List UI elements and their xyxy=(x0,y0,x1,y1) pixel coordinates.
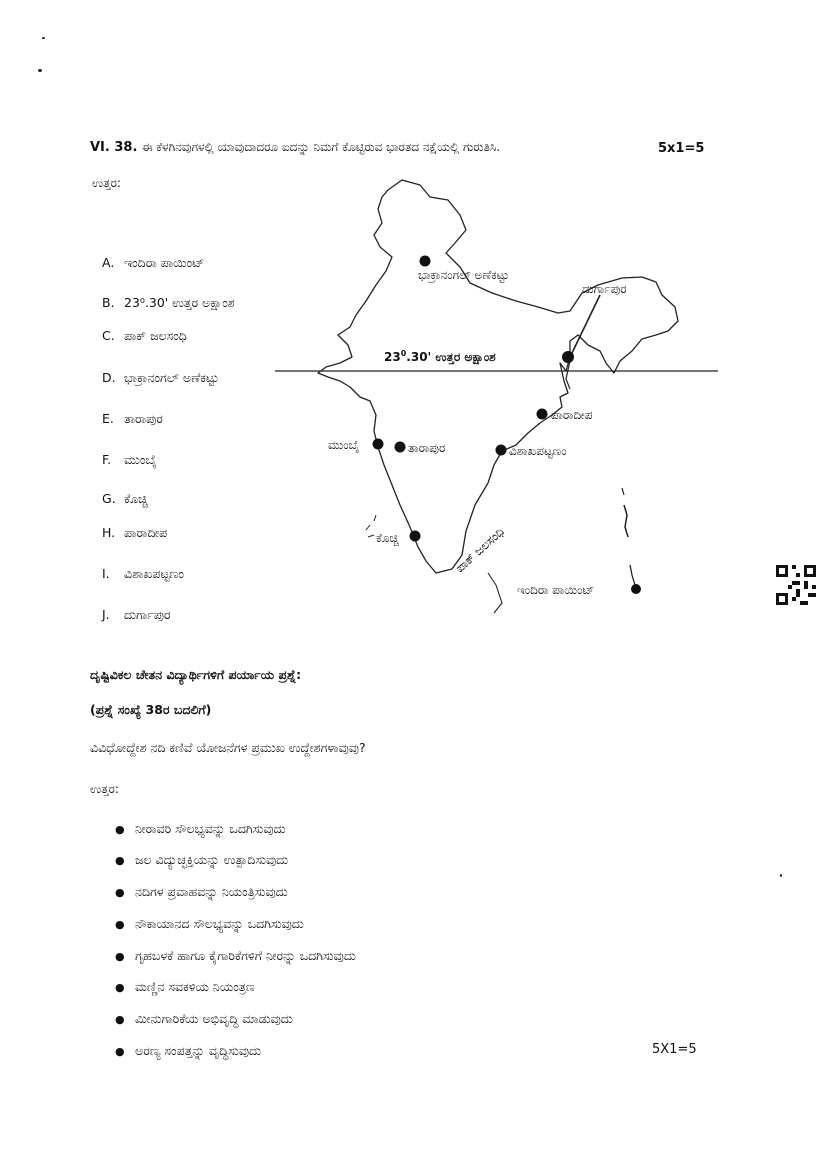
option-f: F. ಮುಂಬೈ xyxy=(102,452,157,467)
alternative-answer-label: ಉತ್ತರ: xyxy=(90,782,119,796)
india-outline xyxy=(318,180,678,576)
vizag-label: ವಿಶಾಖಪಟ್ಟಣಂ xyxy=(509,444,567,458)
bhakra-label: ಭಾಕ್ರಾನಂಗಲ್ ಅಣೆಕಟ್ಟು xyxy=(418,268,510,282)
kochi-marker xyxy=(410,531,421,542)
bullet-icon: ● xyxy=(115,950,125,963)
question-marks: 5x1=5 xyxy=(658,141,705,156)
option-b: B. 23⁰.30' ಉತ್ತರ ಅಕ್ಷಾಂಶ xyxy=(102,295,235,310)
paradip-marker xyxy=(537,409,548,420)
andaman-islands xyxy=(624,505,628,537)
bullet-icon: ● xyxy=(115,981,125,994)
question-heading xyxy=(90,140,500,155)
durgapur-marker xyxy=(562,351,574,363)
option-c: C. ಪಾಕ್ ಜಲಸಂಧಿ xyxy=(102,328,187,343)
indira-point-label: ಇಂದಿರಾ ಪಾಯಿಂಟ್ xyxy=(517,583,595,597)
vizag-marker xyxy=(496,445,507,456)
option-i: I. ವಿಶಾಖಪಟ್ಟಣಂ xyxy=(102,566,184,581)
answer-point: ● ಅರಣ್ಯ ಸಂಪತ್ತನ್ನು ವೃದ್ಧಿಸುವುದು xyxy=(115,1043,262,1058)
alternative-marks: 5X1=5 xyxy=(652,1042,697,1057)
qr-code xyxy=(776,565,816,605)
bullet-icon: ● xyxy=(115,854,125,867)
palk-strait-label: ಪಾಕ್ ಜಲಸಂಧಿ xyxy=(452,524,507,576)
answer-point: ● ಜಲ ವಿದ್ಯುಚ್ಛಕ್ತಿಯನ್ನು ಉತ್ಪಾದಿಸುವುದು xyxy=(115,852,289,867)
option-d: D. ಭಾಕ್ರಾನಂಗಲ್ ಅಣೆಕಟ್ಟು xyxy=(102,370,219,385)
bullet-icon: ● xyxy=(115,918,125,931)
tarapur-marker xyxy=(395,442,406,453)
scan-speck xyxy=(42,37,45,39)
indira-point-marker xyxy=(631,584,641,594)
option-a: A. ಇಂದಿರಾ ಪಾಯಿಂಟ್ xyxy=(102,255,205,270)
nicobar-islands xyxy=(630,565,635,585)
india-map xyxy=(270,175,725,615)
scan-speck xyxy=(780,874,782,877)
scan-speck xyxy=(38,69,42,72)
option-j: J. ದುರ್ಗಾಪುರ xyxy=(102,607,171,622)
question-number: VI. 38. xyxy=(90,140,138,155)
bullet-icon: ● xyxy=(115,1045,125,1058)
bullet-icon: ● xyxy=(115,1013,125,1026)
option-e: E. ತಾರಾಪುರ xyxy=(102,411,163,426)
tarapur-label: ತಾರಾಪುರ xyxy=(408,441,446,455)
question-text: ಈ ಕೆಳಗಿನವುಗಳಲ್ಲಿ ಯಾವುದಾದರೂ ಐದನ್ನು ನಿಮಗೆ ಕೊಟ್ಟಿರುವ ಭಾರತದ ನಕ್ಷೆಯಲ್ಲಿ ಗುರುತಿಸಿ. xyxy=(141,140,501,154)
answer-point: ● ನೌಕಾಯಾನದ ಸೌಲಭ್ಯವನ್ನು ಒದಗಿಸುವುದು xyxy=(115,916,304,931)
alternative-question-text: ವಿವಿಧೋದ್ದೇಶ ನದಿ ಕಣಿವೆ ಯೋಜನೆಗಳ ಪ್ರಮುಖ ಉದ್ದೇಶಗಳಾವುವು? xyxy=(90,740,366,755)
bullet-icon: ● xyxy=(115,886,125,899)
mumbai-marker xyxy=(373,439,384,450)
mumbai-label: ಮುಂಬೈ xyxy=(328,438,360,452)
alternative-question-title: ದೃಷ್ಟಿವಿಕಲ ಚೇತನ ವಿದ್ಯಾರ್ಥಿಗಳಿಗೆ ಪರ್ಯಾಯ ಪ್ರಶ್ನೆ: xyxy=(90,667,302,682)
answer-point: ● ನದಿಗಳ ಪ್ರವಾಹವನ್ನು ನಿಯಂತ್ರಿಸುವುದು xyxy=(115,884,288,899)
answer-point: ● ಗೃಹಬಳಕೆ ಹಾಗೂ ಕೈಗಾರಿಕೆಗಳಿಗೆ ನೀರನ್ನು ಒದಗಿಸುವುದು xyxy=(115,948,356,963)
durgapur-label: ದುರ್ಗಾಪುರ xyxy=(582,282,627,296)
answer-point: ● ಮಣ್ಣಿನ ಸವಕಳಿಯ ನಿಯಂತ್ರಣ xyxy=(115,979,255,994)
answer-label: ಉತ್ತರ: xyxy=(92,176,121,190)
option-g: G. ಕೊಚ್ಚಿ xyxy=(102,491,148,506)
lakshadweep-islands xyxy=(366,515,376,537)
kochi-label: ಕೊಚ್ಚಿ xyxy=(376,531,399,545)
latitude-label: $23^0.30'$ ಉತ್ತರ ಅಕ್ಷಾಂಶ xyxy=(384,349,496,364)
paradip-label: ಪಾರಾದೀಪ xyxy=(551,408,593,422)
answer-point: ● ಮೀನುಗಾರಿಕೆಯ ಅಭಿವೃದ್ಧಿ ಮಾಡುವುದು xyxy=(115,1011,293,1026)
bullet-icon: ● xyxy=(115,823,125,836)
sri-lanka-outline xyxy=(488,573,502,613)
alternative-question-subtitle: (ಪ್ರಶ್ನೆ ಸಂಖ್ಯೆ 38ರ ಬದಲಿಗೆ) xyxy=(90,702,212,717)
durgapur-pointer xyxy=(572,295,600,353)
answer-point: ● ನೀರಾವರಿ ಸೌಲಭ್ಯವನ್ನು ಒದಗಿಸುವುದು xyxy=(115,821,286,836)
bhakra-marker xyxy=(420,256,431,267)
option-h: H. ಪಾರಾದೀಪ xyxy=(102,525,168,540)
